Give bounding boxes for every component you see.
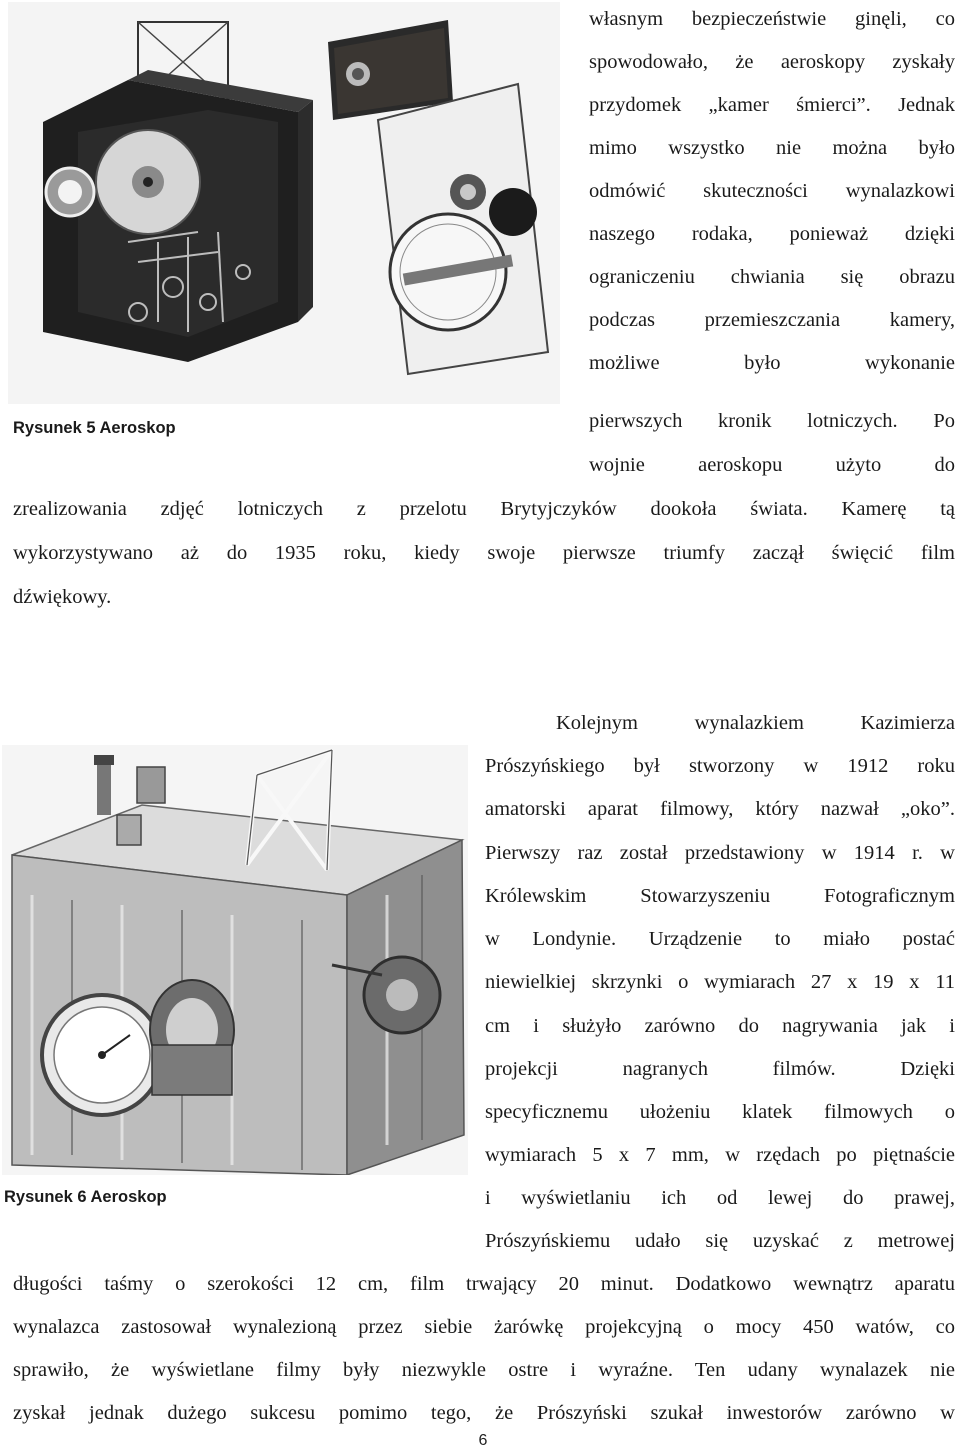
text-line: Pierwszy raz został przedstawiony w 1914 r. w [485, 842, 955, 864]
text-line: własnym bezpieczeństwie ginęli, co [589, 8, 955, 30]
text-line: możliwe było wykonanie [589, 352, 955, 374]
text-line: amatorski aparat filmowy, który nazwał „oko”. [485, 798, 955, 820]
text-line: ograniczeniu chwiania się obrazu [589, 266, 955, 288]
text-line: cm i służyło zarówno do nagrywania jak i [485, 1015, 955, 1037]
text-line: pierwszych kronik lotniczych. Po [589, 410, 955, 432]
text-line: Królewskim Stowarzyszeniu Fotograficznym [485, 885, 955, 907]
text-line: wynalazca zastosował wynalezioną przez siebie żarówkę projekcyjną o mocy 450 watów, co [13, 1316, 955, 1338]
figure-caption-2: Rysunek 6 Aeroskop [4, 1188, 167, 1206]
text-line: sprawiło, że wyświetlane filmy były niezwykle ostre i wyraźne. Ten udany wynalazek nie [13, 1359, 955, 1381]
text-line: mimo wszystko nie można było [589, 137, 955, 159]
text-line: i wyświetlaniu ich od lewej do prawej, [485, 1187, 955, 1209]
text-line: wymiarach 5 x 7 mm, w rzędach po piętnaście [485, 1144, 955, 1166]
text-line: przydomek „kamer śmierci”. Jednak [589, 94, 955, 116]
aeroskop-photo-1 [8, 2, 560, 404]
text-line: w Londynie. Urządzenie to miało postać [485, 928, 955, 950]
text-line: specyficznemu ułożeniu klatek filmowych o [485, 1101, 955, 1123]
text-line: długości taśmy o szerokości 12 cm, film trwający 20 minut. Dodatkowo wewnątrz aparatu [13, 1273, 955, 1295]
text-line: wykorzystywano aż do 1935 roku, kiedy swoje pierwsze triumfy zaczął święcić film [13, 542, 955, 564]
text-line: Prószyńskiemu udało się uzyskać z metrowej [485, 1230, 955, 1252]
text-line: spowodowało, że aeroskopy zyskały [589, 51, 955, 73]
text-line: zyskał jednak dużego sukcesu pomimo tego, że Prószyński szukał inwestorów zarówno w [13, 1402, 955, 1424]
figure-caption-1: Rysunek 5 Aeroskop [13, 419, 176, 437]
text-line: wojnie aeroskopu użyto do [589, 454, 955, 476]
text-line: zrealizowania zdjęć lotniczych z przelotu Brytyjczyków dookoła świata. Kamerę tą [13, 498, 955, 520]
text-line: dźwiękowy. [13, 586, 112, 608]
aeroskop-photo-2 [2, 745, 468, 1175]
text-line: Prószyńskiego był stworzony w 1912 roku [485, 755, 955, 777]
text-line: naszego rodaka, ponieważ dzięki [589, 223, 955, 245]
text-line: projekcji nagranych filmów. Dzięki [485, 1058, 955, 1080]
text-line: podczas przemieszczania kamery, [589, 309, 955, 331]
text-line: odmówić skuteczności wynalazkowi [589, 180, 955, 202]
text-line: Kolejnym wynalazkiem Kazimierza [556, 712, 955, 734]
page-number: 6 [478, 1432, 488, 1449]
text-line: niewielkiej skrzynki o wymiarach 27 x 19 x 11 [485, 971, 955, 993]
